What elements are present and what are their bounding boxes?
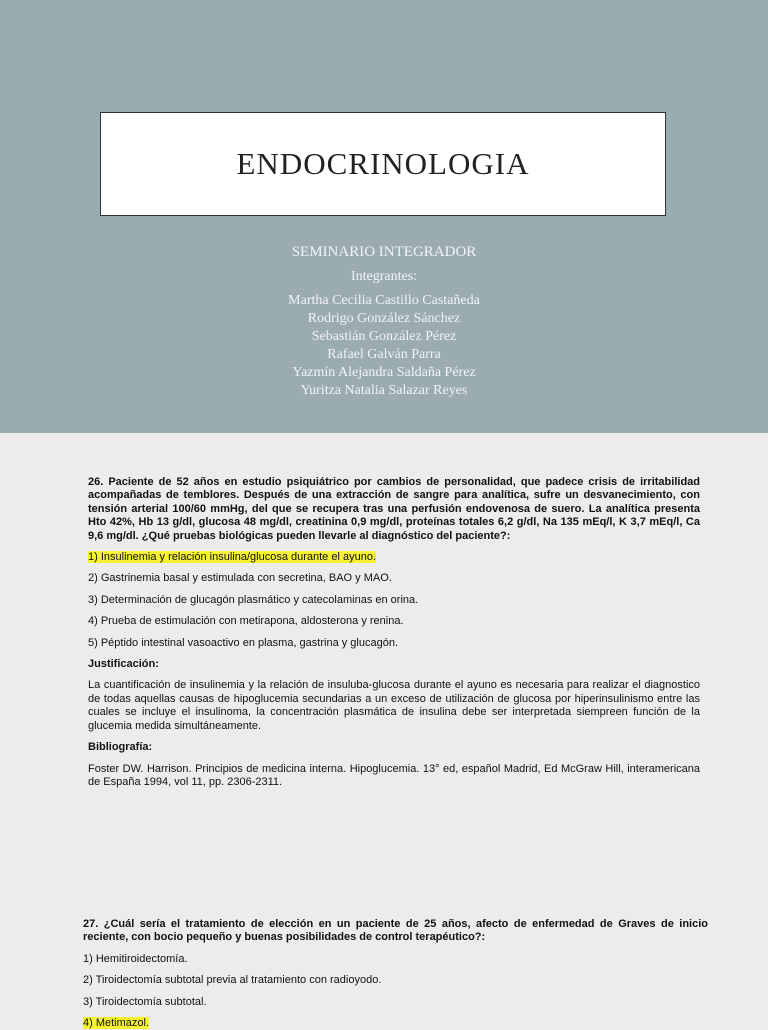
member-name: Rafael Galván Parra bbox=[327, 347, 441, 362]
subtitle-block bbox=[0, 242, 768, 400]
answer-option-correct: 1) Insulinemia y relación insulina/glucosa durante el ayuno. bbox=[88, 551, 377, 564]
document-page bbox=[0, 433, 768, 1030]
answer-option: 3) Determinación de glucagón plasmático y catecolaminas en orina. bbox=[88, 593, 419, 606]
question-stem: 27. ¿Cuál sería el tratamiento de elección en un paciente de 25 años, afecto de enfermedad de Graves de inicio reciente, con bocio pequeño y buenas posibilidades de control terapéutico?: bbox=[83, 918, 708, 944]
members-label: Integrantes: bbox=[350, 269, 418, 284]
member-name: Rodrigo González Sánchez bbox=[307, 311, 461, 326]
member-name: Martha Cecilia Castillo Castañeda bbox=[288, 293, 480, 308]
member-name: Yazmín Alejandra Saldaña Pérez bbox=[292, 365, 476, 380]
member-name: Yuritza Natalia Salazar Reyes bbox=[300, 383, 468, 398]
answer-option: 5) Péptido intestinal vasoactivo en plasma, gastrina y glucagón. bbox=[88, 636, 399, 649]
answer-option: 1) Hemitiroidectomía. bbox=[83, 952, 188, 965]
bibliography-heading: Bibliografía: bbox=[88, 741, 153, 754]
member-name: Sebastián González Pérez bbox=[311, 329, 457, 344]
answer-option: 4) Prueba de estimulación con metirapona, aldosterona y renina. bbox=[88, 615, 404, 628]
title-box bbox=[100, 112, 666, 216]
question-27 bbox=[83, 918, 708, 1030]
title-slide bbox=[0, 0, 768, 433]
answer-option: 2) Gastrinemia basal y estimulada con secretina, BAO y MAO. bbox=[88, 572, 392, 585]
subtitle: SEMINARIO INTEGRADOR bbox=[291, 244, 477, 260]
justification-text: La cuantificación de insulinemia y la relación de insuluba-glucosa durante el ayuno es necesaria para realizar el diagnostico de todas aquellas causas de hipoglucemia secundarias a un exceso de utilización de glucosa por hiperinsulinismo entre las cuales se incluye el insulinoma, la concentración plasmática de insulina debe ser interpretada siempreen función de la glucemia medida simultáneamente. bbox=[88, 679, 700, 732]
question-stem: 26. Paciente de 52 años en estudio psiquiátrico por cambios de personalidad, que padece crisis de irritabilidad acompañadas de temblores. Después de una extracción de sangre para analítica, sufre un desvanecimiento, con tensión arterial 100/60 mmHg, del que se recupera tras una perfusión endovenosa de suero. La analítica presenta Hto 42%, Hb 13 g/dl, glucosa 48 mg/dl, creatinina 0,9 mg/dl, proteínas totales 6,2 g/dl, Na 135 mEq/l, K 3,7 mEq/l, Ca 9,6 mg/dl. ¿Qué pruebas biológicas pueden llevarle al diagnóstico del paciente?: bbox=[88, 476, 700, 542]
bibliography-text: Foster DW. Harrison. Principios de medicina interna. Hipoglucemia. 13° ed, español Madrid, Ed McGraw Hill, interamericana de España 1994, vol 11, pp. 2306-2311. bbox=[88, 762, 700, 788]
answer-option: 3) Tiroidectomía subtotal. bbox=[83, 995, 207, 1008]
answer-option: 2) Tiroidectomía subtotal previa al tratamiento con radioyodo. bbox=[83, 974, 382, 987]
page-title: ENDOCRINOLOGIA bbox=[236, 146, 530, 181]
justification-heading: Justificación: bbox=[88, 658, 159, 671]
answer-option-correct: 4) Metimazol. bbox=[83, 1017, 150, 1030]
question-26 bbox=[88, 476, 700, 789]
